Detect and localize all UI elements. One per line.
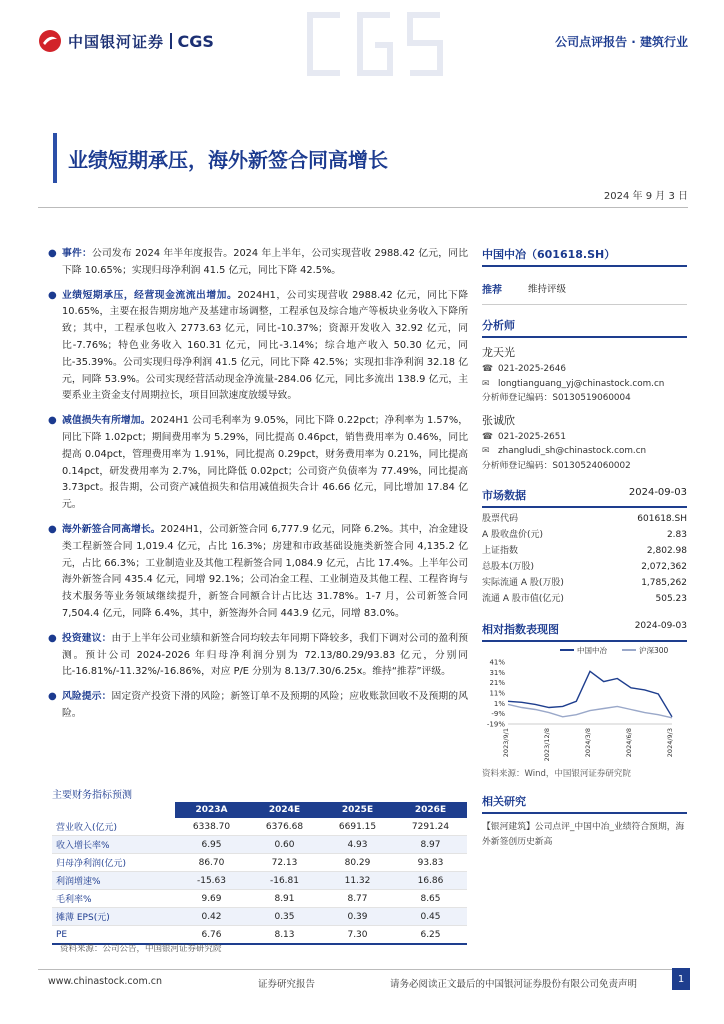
y-tick-label: 1% (493, 699, 505, 708)
analyst-phone (482, 362, 687, 377)
footer-disclaimer: 请务必阅读正文最后的中国银河证券股份有限公司免责声明 (390, 979, 638, 990)
phone-text: 021-2025-2651 (498, 431, 566, 442)
paragraph-text: 2024H1，公司实现营收 2988.42 亿元，同比下降 10.65%，主要在报告期房地产及基建市场调整，工程承包及综合地产等板块业务收入下降所致；其中，工程承包收入 2773.63 亿元，同比-10.37%；资源开发收入 32.92 亿元，同比-7.76%；特色业务收入 160.31 亿元，同比-3.14%；综合地产收入 50.30 亿元，同比-35.39%。公司实现归母净利润 41.5 亿元，同比下降 42.5%；实现扣非净利润 32.18 亿元，同降 53.9%。公司实现经营活动现金净流量-284.06 亿元，同比多流出 138.9 亿元，主要系业主资金支付周期拉长，项目回款速度放缓导致。 (62, 289, 468, 402)
x-tick-label: 2023/12/8 (543, 728, 551, 762)
legend-label: 沪深300 (639, 646, 669, 655)
table-cell: 0.35 (248, 908, 321, 926)
analyst-email[interactable] (482, 377, 687, 392)
mail-icon: ✉ (482, 378, 490, 389)
phone-text: 021-2025-2646 (498, 364, 566, 374)
table-cell: 93.83 (394, 854, 467, 872)
footer-url[interactable]: www.chinastock.com.cn (48, 976, 162, 987)
table-row (52, 872, 467, 890)
paragraph-text: 由于上半年公司业绩和新签合同均较去年同期下降较多，我们下调对公司的盈利预测。预计公司 2024-2026 年归母净利润分别为 72.13/80.29/93.83 亿元，分别同比-16.81%/-11.32%/-16.86%，对应 P/E 分别为 8.13/7.30/6.25x。维持“推荐”评级。 (62, 632, 469, 678)
paragraph-lead: 风险提示： (62, 691, 112, 703)
analyst-card (482, 412, 687, 474)
table-row (52, 818, 467, 836)
series-line (508, 704, 672, 717)
report-date: 2024 年 9 月 3 日 (603, 191, 688, 202)
market-date: 2024-09-03 (628, 487, 687, 498)
market-row (482, 511, 687, 527)
table-row (52, 890, 467, 908)
table-cell: 7291.24 (394, 818, 467, 836)
sidebar (482, 246, 687, 850)
financial-table (52, 802, 467, 945)
market-row (482, 527, 687, 543)
row-label: 收入增长率% (52, 836, 175, 854)
table-cell: 0.45 (394, 908, 467, 926)
table-cell: 16.86 (394, 872, 467, 890)
table-cell: 80.29 (321, 854, 394, 872)
table-cell: 9.69 (175, 890, 248, 908)
market-key: 实际流通 A 股(万股) (482, 578, 564, 588)
table-header-cell: 2025E (321, 802, 394, 818)
paragraph-performance (48, 288, 468, 406)
table-cell: -15.63 (175, 872, 248, 890)
table-cell: 8.77 (321, 890, 394, 908)
market-data-list (482, 511, 687, 607)
table-cell: 8.91 (248, 890, 321, 908)
paragraph-investment (48, 631, 468, 681)
paragraph-lead: 投资建议： (62, 632, 112, 644)
logo-text-en: CGS (177, 31, 214, 51)
divider (38, 207, 688, 208)
analyst-name: 张诚欣 (482, 413, 515, 427)
x-tick-label: 2024/3/8 (584, 728, 592, 758)
table-cell: 0.60 (248, 836, 321, 854)
paragraph-lead: 事件： (62, 248, 92, 259)
market-key: 流通 A 股市值(亿元) (482, 594, 564, 604)
company-logo (38, 29, 214, 53)
analyst-cert: 分析师登记编码：S0130519060004 (482, 393, 631, 403)
table-row (52, 908, 467, 926)
logo-text-cn: 中国银河证券 (68, 32, 165, 51)
table-cell: 6.95 (175, 836, 248, 854)
market-key: 股票代码 (482, 514, 519, 524)
table-cell: 8.97 (394, 836, 467, 854)
bullet-icon: ● (48, 632, 57, 644)
market-value: 2.83 (666, 530, 687, 540)
phone-icon: ☎ (482, 364, 493, 374)
y-tick-label: 31% (489, 668, 505, 677)
rating-value: 维持评级 (528, 284, 567, 295)
table-cell: 6691.15 (321, 818, 394, 836)
row-label: 归母净利润(亿元) (52, 854, 175, 872)
table-header-cell: 2026E (394, 802, 467, 818)
report-type: 公司点评报告 · 建筑行业 (555, 35, 688, 49)
table-cell: 8.13 (248, 926, 321, 945)
table-cell: 72.13 (248, 854, 321, 872)
table-header-cell: 2024E (248, 802, 321, 818)
logo-mark-icon (38, 29, 62, 53)
relative-index-chart (482, 642, 687, 762)
phone-icon: ☎ (482, 431, 493, 442)
paragraph-lead: 减值损失有所增加。 (62, 415, 151, 427)
related-link[interactable]: 【银河建筑】公司点评_中国中冶_业绩符合预期，海外新签创历史新高 (482, 822, 685, 847)
table-cell: 6376.68 (248, 818, 321, 836)
market-value: 2,072,362 (641, 562, 687, 572)
chart-source: 资料来源：Wind，中国银河证券研究院 (482, 769, 631, 779)
page-number: 1 (672, 968, 690, 990)
analyst-email[interactable] (482, 444, 687, 459)
paragraph-lead: 海外新签合同高增长。 (62, 523, 161, 535)
market-value: 1,785,262 (641, 578, 687, 588)
table-cell: 0.42 (175, 908, 248, 926)
market-key: 总股本(万股) (482, 562, 535, 572)
analyst-phone (482, 430, 687, 445)
related-heading: 相关研究 (482, 793, 687, 814)
market-row (482, 575, 687, 591)
table-cell: 7.30 (321, 926, 394, 945)
table-cell: 6.76 (175, 926, 248, 945)
page-title: 业绩短期承压，海外新签合同高增长 (68, 148, 388, 172)
market-row (482, 543, 687, 559)
chart-date: 2024-09-03 (634, 621, 687, 631)
bullet-icon: ● (48, 248, 57, 259)
table-cell: 8.65 (394, 890, 467, 908)
table-cell: 11.32 (321, 872, 394, 890)
row-label: 毛利率% (52, 890, 175, 908)
paragraph-risk (48, 689, 468, 723)
market-value: 601618.SH (637, 514, 687, 524)
market-row (482, 559, 687, 575)
market-key: A 股收盘价(元) (482, 530, 544, 540)
bullet-icon: ● (48, 691, 57, 703)
email-text: zhangludi_sh@chinastock.com.cn (498, 446, 647, 456)
table-source: 资料来源：公司公告，中国银河证券研究院 (60, 944, 222, 954)
paragraph-text: 2024H1，公司新签合同 6,777.9 亿元，同降 6.2%。其中，冶金建设类工程新签合同 1,019.4 亿元，占比 16.3%；房建和市政基础设施类新签合同 4,135.2 亿元，占比 66.3%；工业制造业及其他工程新签合同 1,084.9 亿元，占比 17.4%。上半年公司海外新签合同 435.4 亿元，同增 92.1%；公司冶金工程、工业制造及其他工程、工程咨询与技术服务等业务领域继续提升，新签合同额合计占比达 31.78%。1-7 月，公司新签合同 7,504.4 亿元，同降 6.4%，其中，新签海外合同 443.9 亿元，同增 83.0%。 (62, 523, 469, 619)
paragraph-text: 固定资产投资下滑的风险；新签订单不及预期的风险；应收账款回收不及预期的风险。 (62, 691, 469, 719)
chart-heading-text: 相对指数表现图 (482, 623, 559, 636)
market-value: 2,802.98 (646, 546, 687, 556)
y-tick-label: 41% (489, 658, 505, 667)
analyst-cert: 分析师登记编码：S0130524060002 (482, 460, 631, 471)
bullet-icon: ● (48, 415, 57, 427)
table-cell: 6.25 (394, 926, 467, 945)
market-key: 上证指数 (482, 546, 519, 556)
table-cell: 4.93 (321, 836, 394, 854)
y-tick-label: -19% (486, 720, 505, 729)
x-tick-label: 2024/6/8 (625, 728, 633, 758)
analyst-heading: 分析师 (482, 317, 687, 338)
market-heading-text: 市场数据 (482, 489, 526, 502)
title-accent-bar (53, 133, 57, 183)
analyst-name: 龙天光 (482, 346, 515, 359)
row-label: 利润增速% (52, 872, 175, 890)
row-label: 营业收入(亿元) (52, 818, 175, 836)
table-cell: -16.81 (248, 872, 321, 890)
market-row (482, 591, 687, 607)
chart-heading (482, 621, 687, 642)
market-heading (482, 487, 687, 508)
rating-label: 推荐 (482, 285, 502, 296)
paragraph-text: 2024H1 公司毛利率为 9.05%，同比下降 0.22pct；净利率为 1.57%，同比下降 1.02pct；期间费用率为 5.29%，同比提高 0.46pct，销售费用率为 0.46%，同比提高 0.04pct，管理费用率为 1.91%，同比提高 0.29pct，财务费用率为 0.21%，同比提高 0.14pct，研发费用率为 2.7%，同比降低 0.02pct；公司资产负债率为 77.49%，同比提高 3.73pct。报告期，公司资产减值损失和信用减值损失合计 46.66 亿元，同比增加 17.84 亿元。 (62, 415, 469, 511)
legend-label: 中国中冶 (577, 646, 607, 655)
table-cell: 0.39 (321, 908, 394, 926)
logo-divider (170, 33, 172, 49)
market-value: 505.23 (655, 594, 687, 604)
y-tick-label: 21% (489, 679, 505, 688)
financial-table-title: 主要财务指标预测 (52, 790, 132, 801)
table-row (52, 854, 467, 872)
y-tick-label: -9% (491, 710, 505, 719)
paragraph-contracts (48, 522, 468, 623)
row-label: PE (52, 926, 175, 945)
x-tick-label: 2024/9/3 (666, 728, 674, 758)
analyst-card (482, 344, 687, 406)
x-tick-label: 2023/9/1 (502, 728, 510, 758)
report-body (48, 246, 468, 731)
paragraph-event (48, 246, 468, 280)
footer-divider (38, 969, 688, 970)
table-header-blank (52, 802, 175, 818)
paragraph-text: 公司发布 2024 年半年度报告。2024 年上半年，公司实现营收 2988.42 亿元，同比下降 10.65%；实现归母净利润 41.5 亿元，同比下降 42.5%。 (62, 248, 468, 276)
row-label: 摊薄 EPS(元) (52, 908, 175, 926)
table-header-row (52, 802, 467, 818)
table-header-cell: 2023A (175, 802, 248, 818)
table-row (52, 836, 467, 854)
email-text: longtianguang_yj@chinastock.com.cn (498, 378, 665, 389)
paragraph-lead: 业绩短期承压，经营现金流流出增加。 (62, 289, 238, 301)
table-cell: 6338.70 (175, 818, 248, 836)
mail-icon: ✉ (482, 446, 490, 456)
bullet-icon: ● (48, 289, 57, 301)
table-cell: 86.70 (175, 854, 248, 872)
y-tick-label: 11% (489, 689, 505, 698)
bullet-icon: ● (48, 523, 57, 535)
footer-label: 证券研究报告 (258, 979, 316, 990)
stock-name: 中国中冶（601618.SH） (482, 246, 687, 267)
watermark-logo (300, 5, 450, 83)
rating-row (482, 281, 687, 305)
paragraph-impairment (48, 413, 468, 514)
